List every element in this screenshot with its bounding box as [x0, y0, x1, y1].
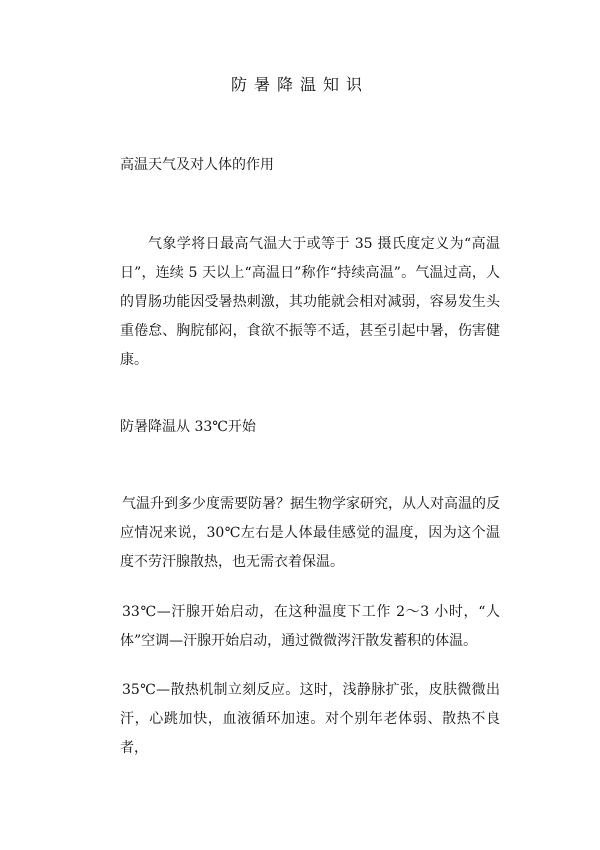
paragraph-temperature-research: 气温升到多少度需要防暑？据生物学家研究，从人对高温的反应情况来说，30℃左右是人体最佳感觉的温度，因为这个温度不劳汗腺散热，也无需衣着保温。 [120, 496, 500, 570]
paragraph-heat-definition: 气象学将日最高气温大于或等于 35 摄氏度定义为“高温日”，连续 5 天以上“高温日”称作“持续高温”。气温过高，人的胃肠功能因受暑热刺激，其功能就会相对减弱，容易发生头重倦怠、胸脘郁闷，食欲不振等不适，甚至引起中暑，伤害健康。 [120, 236, 500, 368]
section-heading-heat-weather: 高温天气及对人体的作用 [120, 157, 274, 173]
document-title: 防暑降温知识 [230, 75, 369, 94]
section-heading-start-at-33: 防暑降温从 33℃开始 [120, 419, 256, 435]
paragraph-35-degrees: 35℃—散热机制立刻反应。这时，浅静脉扩张，皮肤微微出汗，心跳加快，血液循环加速。对个别年老体弱、散热不良者， [120, 682, 500, 756]
paragraph-33-degrees: 33℃—汗腺开始启动，在这种温度下工作 2～3 小时，“人体”空调—汗腺开始启动，通过微微涔汗散发蓄积的体温。 [120, 604, 500, 649]
